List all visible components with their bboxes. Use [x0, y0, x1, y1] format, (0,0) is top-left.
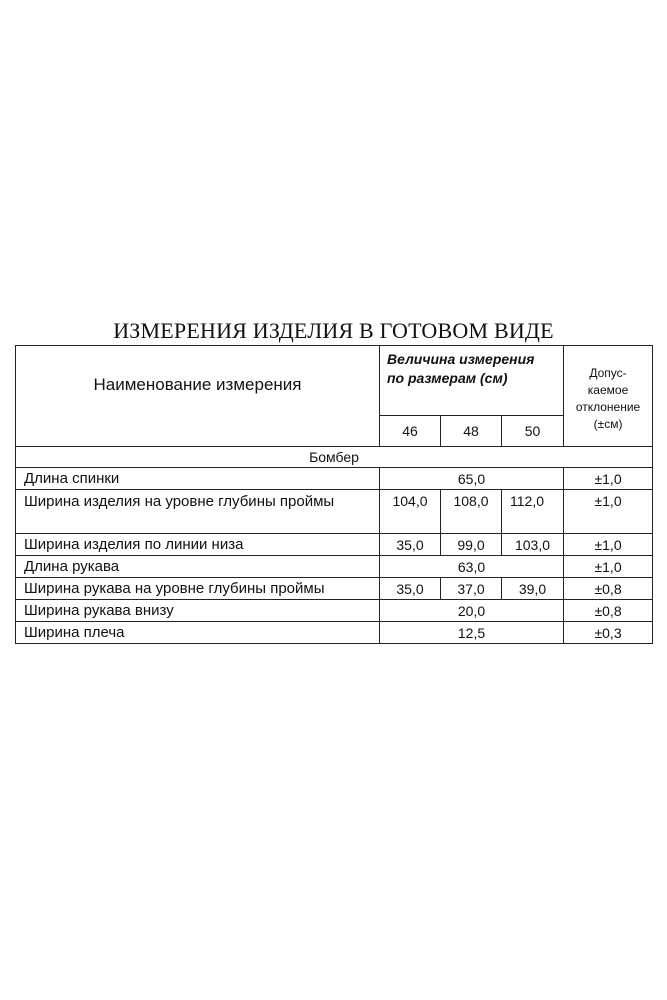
row-name: Ширина рукава на уровне глубины проймы: [16, 578, 380, 600]
header-tolerance: [564, 346, 653, 447]
row-value-48: 99,0: [441, 534, 502, 556]
row-value-48: 108,0: [441, 490, 502, 534]
header-value: [380, 346, 564, 416]
row-tolerance: ±0,8: [564, 600, 653, 622]
row-value-50: 39,0: [502, 578, 564, 600]
row-name: Ширина плеча: [16, 622, 380, 644]
row-tolerance: ±0,3: [564, 622, 653, 644]
group-label: Бомбер: [16, 447, 653, 468]
header-name: Наименование измерения: [16, 346, 380, 447]
row-tolerance: ±1,0: [564, 490, 653, 534]
row-value-46: 35,0: [380, 534, 441, 556]
header-tol-line1: Допус-: [589, 366, 627, 380]
header-row: [16, 346, 653, 416]
size-50: 50: [502, 416, 564, 447]
size-46: 46: [380, 416, 441, 447]
row-value-46: 104,0: [380, 490, 441, 534]
table-row: [16, 578, 653, 600]
header-value-line2: по размерам (см): [387, 370, 508, 386]
measurements-table: [15, 345, 653, 644]
row-tolerance: ±1,0: [564, 468, 653, 490]
table-row: [16, 490, 653, 534]
row-value-50: 112,0: [502, 490, 564, 534]
table-row: [16, 622, 653, 644]
table-row: [16, 556, 653, 578]
row-name: Ширина изделия по линии низа: [16, 534, 380, 556]
row-value-50: 103,0: [502, 534, 564, 556]
row-value-46: 35,0: [380, 578, 441, 600]
table-row: [16, 468, 653, 490]
header-tol-line4: (±см): [593, 417, 623, 431]
row-name: Длина спинки: [16, 468, 380, 490]
row-value: 12,5: [380, 622, 564, 644]
row-value-48: 37,0: [441, 578, 502, 600]
header-value-line1: Величина измерения: [387, 351, 535, 367]
row-name: Ширина изделия на уровне глубины проймы: [16, 490, 380, 534]
row-value: 63,0: [380, 556, 564, 578]
table-row: [16, 534, 653, 556]
row-name: Ширина рукава внизу: [16, 600, 380, 622]
header-tol-line3: отклонение: [575, 400, 641, 414]
row-value: 20,0: [380, 600, 564, 622]
table-row: [16, 600, 653, 622]
group-row: [16, 447, 653, 468]
header-tol-line2: каемое: [587, 383, 629, 397]
row-value: 65,0: [380, 468, 564, 490]
row-name: Длина рукава: [16, 556, 380, 578]
row-tolerance: ±1,0: [564, 556, 653, 578]
page-title: ИЗМЕРЕНИЯ ИЗДЕЛИЯ В ГОТОВОМ ВИДЕ: [113, 318, 554, 343]
size-48: 48: [441, 416, 502, 447]
row-tolerance: ±0,8: [564, 578, 653, 600]
row-tolerance: ±1,0: [564, 534, 653, 556]
